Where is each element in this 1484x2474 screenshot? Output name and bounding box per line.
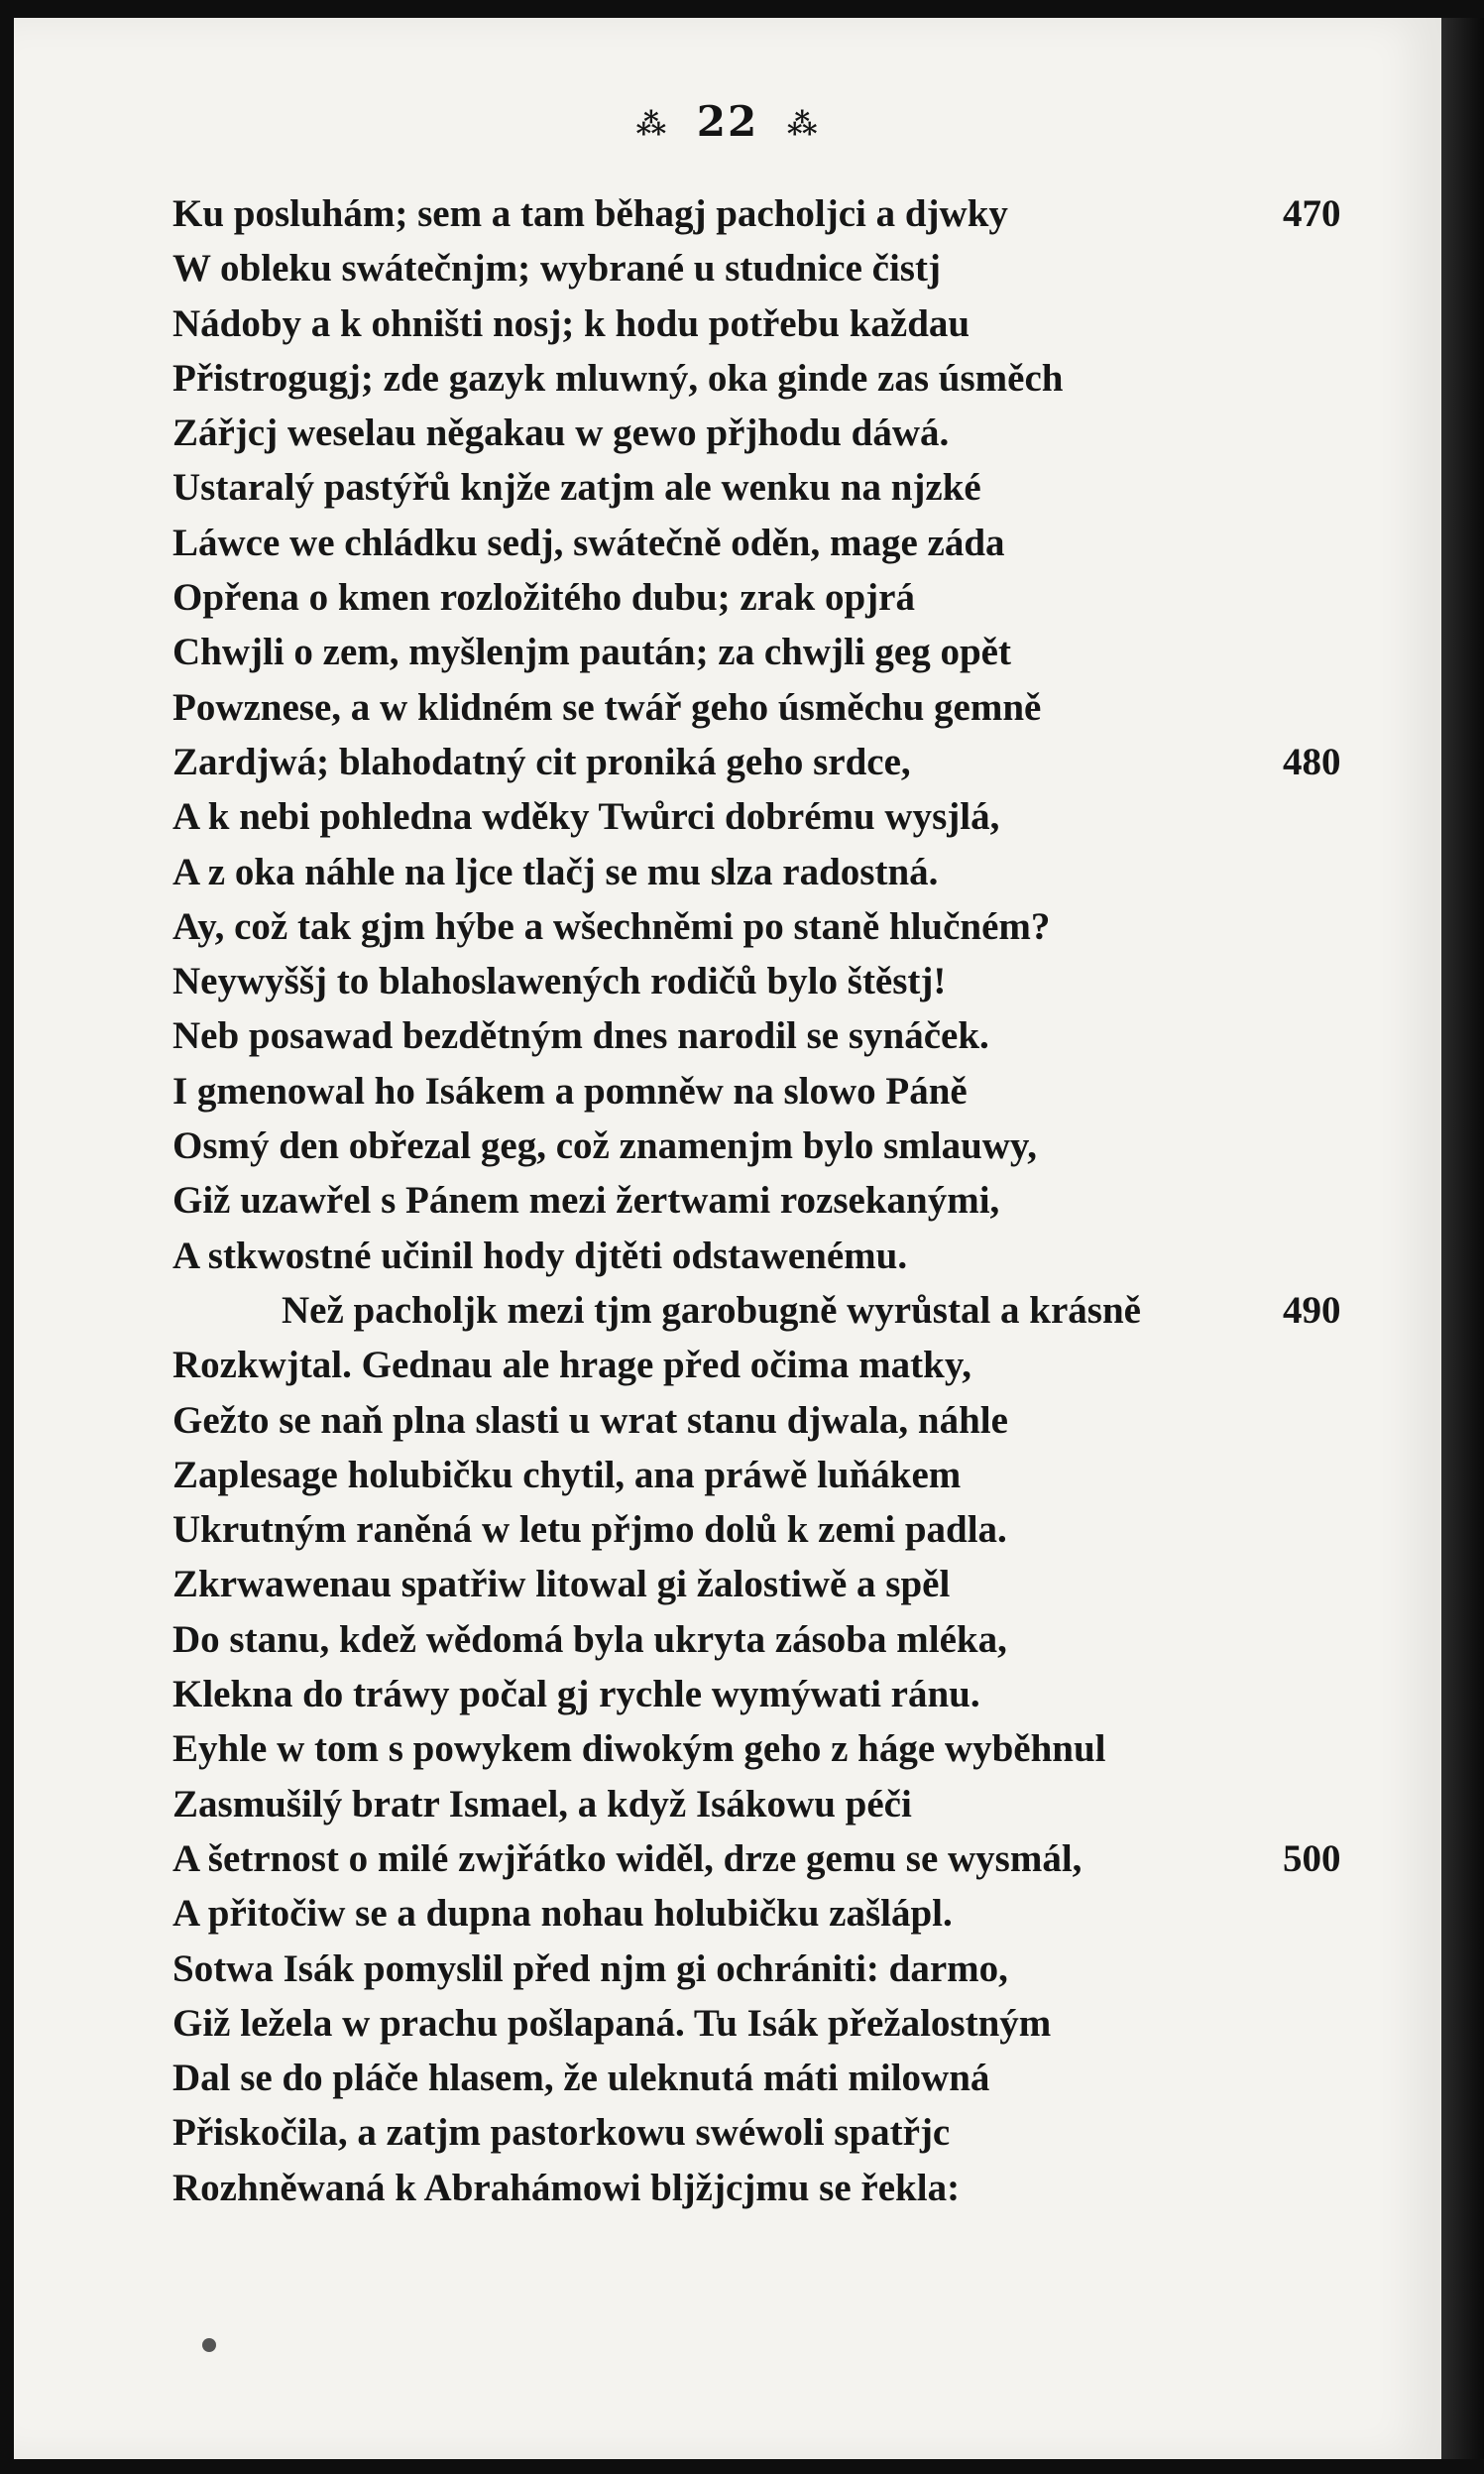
verse-line [172, 1119, 1402, 1173]
verse-text [172, 186, 1402, 2215]
verse-line-text: Ukrutným raněná w letu přjmo dolů k zemi padla. [172, 1508, 1007, 1552]
page-number: 22 [696, 97, 759, 146]
verse-line-text: Dal se do pláče hlasem, že uleknutá máti milowná [172, 2057, 990, 2100]
verse-line [172, 241, 1402, 295]
verse-line-text: Chwjli o zem, myšlenjm paután; za chwjli geg opět [172, 631, 1011, 674]
line-number: 500 [1283, 1836, 1341, 1880]
verse-line [172, 570, 1402, 625]
verse-line-text: Rozkwjtal. Gednau ale hrage před očima matky, [172, 1344, 971, 1387]
verse-line [172, 351, 1402, 406]
verse-line-text: Eyhle w tom s powykem diwokým geho z háge wyběhnul [172, 1727, 1106, 1771]
verse-line [172, 1557, 1402, 1611]
verse-line-text: Opřena o kmen rozložitého dubu; zrak opjrá [172, 576, 915, 620]
verse-line-text: Přistrogugj; zde gazyk mluwný, oka ginde zas úsměch [172, 356, 1064, 400]
verse-line [172, 1996, 1402, 2051]
verse-line-text: A šetrnost o milé zwjřátko widěl, drze gemu se wysmál, [172, 1836, 1083, 1880]
verse-line-text: Do stanu, kdež wědomá byla ukryta zásoba mléka, [172, 1617, 1007, 1661]
verse-line-text: A k nebi pohledna wděky Twůrci dobrému wysjlá, [172, 795, 1000, 839]
line-number: 470 [1283, 192, 1341, 235]
verse-line [172, 406, 1402, 460]
verse-line [172, 1667, 1402, 1721]
verse-line [172, 625, 1402, 679]
verse-line [172, 186, 1402, 241]
verse-line [172, 1008, 1402, 1063]
verse-line-text: Klekna do tráwy počal gj rychle wymýwati ránu. [172, 1673, 980, 1716]
verse-line [172, 2105, 1402, 2160]
verse-line-text: Nádoby a k ohništi nosj; k hodu potřebu každau [172, 301, 970, 345]
verse-line-text: Sotwa Isák pomyslil před njm gi ochrániti: darmo, [172, 1946, 1008, 1990]
verse-line-text: A přitočiw se a dupna nohau holubičku zašlápl. [172, 1892, 953, 1936]
verse-line [172, 1777, 1402, 1831]
page-edge [1441, 18, 1484, 2459]
verse-line [172, 845, 1402, 899]
verse-line [172, 1338, 1402, 1392]
verse-line [172, 1448, 1402, 1502]
verse-line-text: Giž uzawřel s Pánem mezi žertwami rozsekanými, [172, 1179, 1000, 1223]
verse-line-text: Rozhněwaná k Abrahámowi bljžjcjmu se řekla: [172, 2166, 961, 2209]
verse-line-text: Zardjwá; blahodatný cit proniká geho srdce, [172, 740, 911, 783]
verse-line [172, 1393, 1402, 1448]
verse-line-text: Zkrwawenau spatřiw litowal gi žalostiwě a spěl [172, 1563, 951, 1606]
verse-line [172, 1173, 1402, 1228]
line-number: 490 [1283, 1288, 1341, 1332]
verse-line [172, 789, 1402, 844]
verse-line [172, 1942, 1402, 1996]
verse-line [172, 1612, 1402, 1667]
verse-line-text: Láwce we chládku sedj, swátečně oděn, mage záda [172, 521, 1005, 564]
verse-line [172, 1886, 1402, 1941]
verse-line [172, 2051, 1402, 2105]
ornament-left-icon: ⁂ [635, 107, 669, 143]
verse-line-text: Neywyššj to blahoslawených rodičů bylo štěstj! [172, 960, 947, 1003]
verse-line-text: Zasmušilý bratr Ismael, a když Isákowu péči [172, 1782, 912, 1826]
verse-line-text: Ku posluhám; sem a tam běhagj pacholjci a djwky [172, 192, 1008, 235]
verse-line-text: Přiskočila, a zatjm pastorkowu swéwoli spatřjc [172, 2111, 951, 2155]
verse-line-text: A stkwostné učinil hody djtěti odstawenému. [172, 1234, 908, 1277]
verse-line [172, 1283, 1402, 1338]
verse-line-text: W obleku swátečnjm; wybrané u studnice čistj [172, 247, 941, 291]
verse-line [172, 2161, 1402, 2215]
verse-line-text: Než pacholjk mezi tjm garobugně wyrůstal a krásně [282, 1288, 1141, 1332]
verse-line-text: Gežto se naň plna slasti u wrat stanu djwala, náhle [172, 1398, 1008, 1442]
verse-line-text: Ay, což tak gjm hýbe a wšechněmi po staně hlučném? [172, 904, 1051, 948]
verse-line [172, 296, 1402, 351]
verse-line [172, 1502, 1402, 1557]
verse-line [172, 899, 1402, 954]
verse-line-text: Giž ležela w prachu pošlapaná. Tu Isák přežalostným [172, 2001, 1052, 2045]
verse-line [172, 460, 1402, 515]
verse-line [172, 735, 1402, 789]
verse-line-text: Zářjcj weselau něgakau w gewo přjhodu dáwá. [172, 412, 950, 455]
ink-speck [202, 2338, 216, 2352]
verse-line-text: Ustaralý pastýřů knjže zatjm ale wenku na njzké [172, 466, 981, 510]
verse-line [172, 680, 1402, 735]
verse-line [172, 1831, 1402, 1886]
verse-line-text: I gmenowal ho Isákem a pomněw na slowo Páně [172, 1069, 968, 1113]
page-header [14, 97, 1441, 146]
verse-line-text: Zaplesage holubičku chytil, ana práwě luňákem [172, 1453, 962, 1496]
verse-line-text: Osmý den obřezal geg, což znamenjm bylo smlauwy, [172, 1124, 1038, 1168]
verse-line [172, 1064, 1402, 1119]
verse-line-text: A z oka náhle na ljce tlačj se mu slza radostná. [172, 850, 939, 893]
verse-line [172, 954, 1402, 1008]
verse-line [172, 516, 1402, 570]
ornament-right-icon: ⁂ [786, 107, 820, 143]
verse-line [172, 1721, 1402, 1776]
book-page [14, 18, 1441, 2459]
verse-line-text: Powznese, a w klidném se twář geho úsměchu gemně [172, 685, 1042, 729]
verse-line-text: Neb posawad bezdětným dnes narodil se synáček. [172, 1014, 989, 1058]
verse-line [172, 1229, 1402, 1283]
line-number: 480 [1283, 740, 1341, 783]
